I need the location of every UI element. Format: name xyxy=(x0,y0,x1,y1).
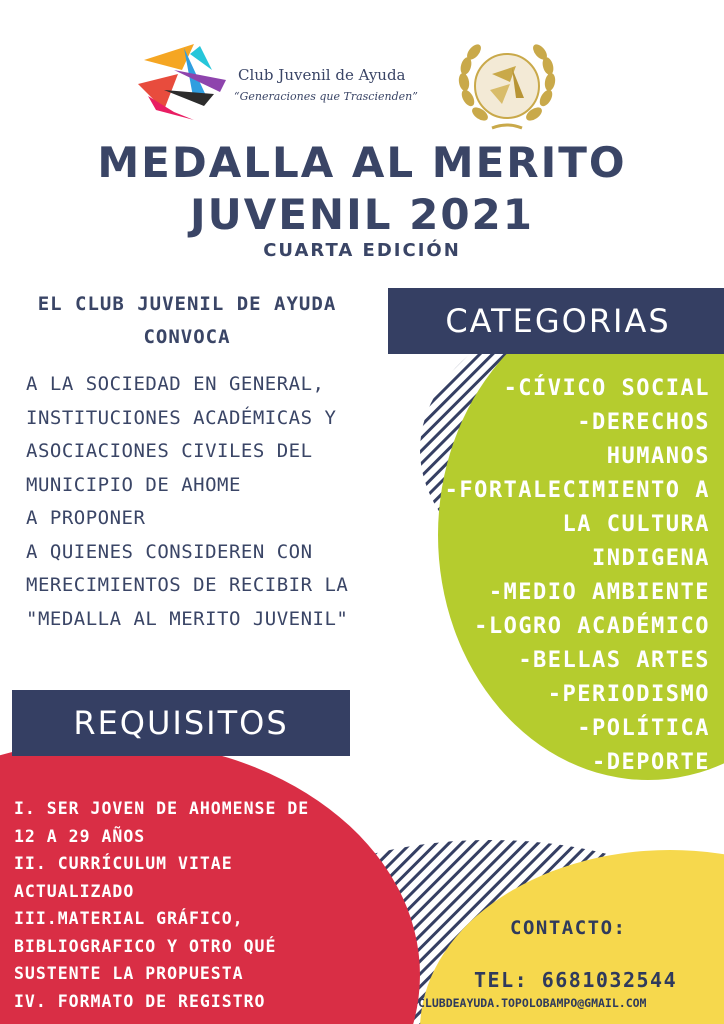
page-title-line-2: JUVENIL 2021 xyxy=(190,190,534,239)
categories-list xyxy=(410,372,710,780)
category-item: -PERIODISMO xyxy=(547,682,710,707)
category-item: -BELLAS ARTES xyxy=(518,648,710,673)
category-item: -POLÍTICA xyxy=(577,716,710,741)
intro-line: "MEDALLA AL MERITO JUVENIL" xyxy=(26,607,349,630)
categorias-heading: CATEGORIAS xyxy=(388,288,724,354)
requirement-item: SUSTENTE LA PROPUESTA xyxy=(14,964,244,983)
category-item: -MEDIO AMBIENTE xyxy=(488,580,710,605)
convoca-heading xyxy=(14,288,360,354)
requirement-item: II. CURRÍCULUM VITAE xyxy=(14,854,233,873)
category-item: -DEPORTE xyxy=(592,750,710,775)
intro-line: INSTITUCIONES ACADÉMICAS Y xyxy=(26,406,337,429)
requirement-item: ACTUALIZADO xyxy=(14,881,135,901)
requirement-item: BIBLIOGRAFICO Y OTRO QUÉ xyxy=(14,936,277,956)
intro-line: MUNICIPIO DE AHOME xyxy=(26,473,241,496)
category-item: HUMANOS xyxy=(606,444,710,469)
requirement-item: III.MATERIAL GRÁFICO, xyxy=(14,909,244,928)
club-logo-icon xyxy=(134,40,230,124)
convoca-line: EL CLUB JUVENIL DE AYUDA xyxy=(37,293,337,315)
intro-line: A PROPONER xyxy=(26,507,146,529)
contact-phone: TEL: 6681032544 xyxy=(474,968,678,992)
edition-subtitle: CUARTA EDICIÓN xyxy=(263,240,461,261)
intro-line: MERECIMIENTOS DE RECIBIR LA xyxy=(26,574,349,596)
requisitos-heading: REQUISITOS xyxy=(12,690,350,756)
category-item: -CÍVICO SOCIAL xyxy=(503,376,710,401)
requirement-item: I. SER JOVEN DE AHOMENSE DE xyxy=(14,799,310,818)
category-item: INDIGENA xyxy=(592,546,710,571)
requirement-item: 12 A 29 AÑOS xyxy=(14,826,146,846)
intro-line: A QUIENES CONSIDEREN CON xyxy=(26,540,313,563)
contact-email: CLUBDEAYUDA.TOPOLOBAMPO@GMAIL.COM xyxy=(418,996,647,1010)
intro-line: ASOCIACIONES CIVILES DEL xyxy=(26,440,313,462)
requirements-list xyxy=(14,795,334,1015)
category-item: -LOGRO ACADÉMICO xyxy=(474,614,710,639)
category-item: LA CULTURA xyxy=(562,512,710,537)
intro-text xyxy=(26,368,376,636)
convoca-line: CONVOCA xyxy=(143,326,231,348)
laurel-medal-icon xyxy=(452,38,562,138)
category-item: -FORTALECIMIENTO A xyxy=(444,478,710,503)
club-name: Club Juvenil de Ayuda xyxy=(238,66,406,84)
page-title-line-1: MEDALLA AL MERITO xyxy=(97,138,627,187)
contact-label: CONTACTO: xyxy=(510,917,627,939)
category-item: -DERECHOS xyxy=(577,410,710,435)
club-tagline: “Generaciones que Trascienden” xyxy=(234,90,418,103)
requirement-item: IV. FORMATO DE REGISTRO xyxy=(14,991,266,1011)
intro-line: A LA SOCIEDAD EN GENERAL, xyxy=(26,373,325,395)
